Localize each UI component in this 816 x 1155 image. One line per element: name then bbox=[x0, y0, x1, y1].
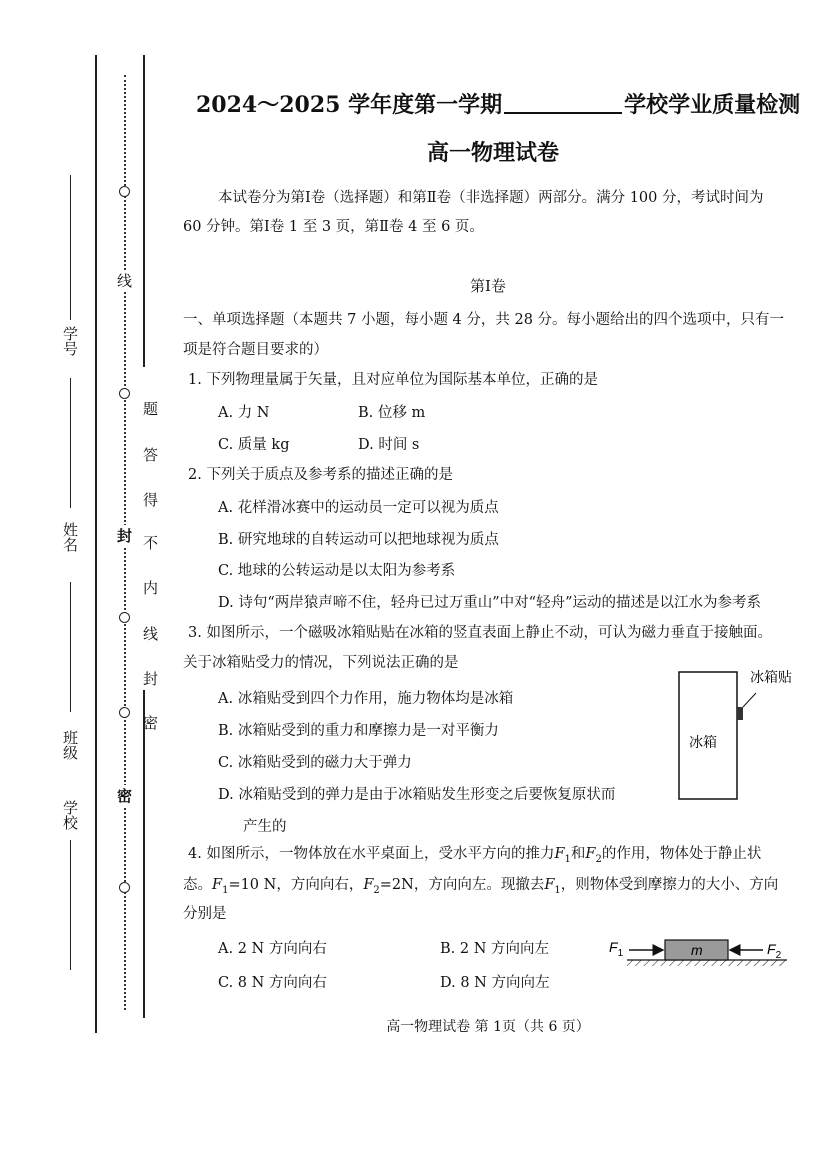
inner-char: 不 bbox=[143, 534, 159, 552]
q4-option-b[interactable]: B. 2 N 方向向左 bbox=[440, 941, 550, 957]
magnet-leader-line bbox=[743, 693, 756, 707]
mass-label: m bbox=[691, 942, 703, 958]
exam-subtitle: 高一物理试卷 bbox=[426, 140, 559, 166]
q4-stem-line-3: 分别是 bbox=[183, 906, 227, 922]
q4-option-d[interactable]: D. 8 N 方向向左 bbox=[440, 975, 550, 991]
magnet-sticker bbox=[737, 707, 743, 720]
inner-char: 线 bbox=[143, 625, 159, 643]
school-field[interactable] bbox=[70, 840, 71, 970]
school-name-blank[interactable] bbox=[504, 92, 622, 114]
q3-option-d-cont: 产生的 bbox=[243, 819, 287, 835]
inner-char: 密 bbox=[143, 714, 159, 732]
section1-line-2: 项是符合题目要求的） bbox=[183, 342, 328, 358]
inner-char: 封 bbox=[143, 670, 159, 688]
page-footer: 高一物理试卷 第 1页（共 6 页） bbox=[386, 1019, 590, 1035]
q3-option-b[interactable]: B. 冰箱贴受到的重力和摩擦力是一对平衡力 bbox=[218, 723, 499, 739]
exam-title: 2024～2025 学年度第一学期 学校学业质量检测 bbox=[196, 92, 801, 118]
margin-inner-line-bottom bbox=[143, 690, 145, 1018]
student-id-label: 学号 bbox=[61, 326, 79, 356]
force-f2-label: $F_2$ bbox=[767, 941, 782, 961]
class-field[interactable] bbox=[70, 582, 71, 712]
force-f1-label: $F_1$ bbox=[609, 939, 624, 959]
inner-char: 得 bbox=[143, 491, 159, 509]
table-surface bbox=[627, 960, 787, 966]
q4-stem-line-2: 态。$F_1=10$ N，方向向右，$F_2=2N$，方向向左。现撤去$F_1$，则物体受到摩擦力的大小、方向 bbox=[183, 877, 779, 896]
inner-char: 内 bbox=[143, 579, 159, 597]
seal-char-mi: 密 bbox=[117, 787, 133, 805]
q2-option-a[interactable]: A. 花样滑冰赛中的运动员一定可以视为质点 bbox=[218, 500, 499, 516]
volume-title: 第Ⅰ卷 bbox=[470, 277, 506, 295]
q2-stem: 2. 下列关于质点及参考系的描述正确的是 bbox=[188, 467, 453, 483]
q2-option-c[interactable]: C. 地球的公转运动是以太阳为参考系 bbox=[218, 563, 456, 579]
fridge-label: 冰箱 bbox=[689, 734, 717, 750]
binding-hole-icon bbox=[119, 882, 130, 893]
q3-option-d[interactable]: D. 冰箱贴受到的弹力是由于冰箱贴发生形变之后要恢复原状而 bbox=[218, 787, 616, 803]
q3-stem-line-2: 关于冰箱贴受力的情况，下列说法正确的是 bbox=[183, 655, 459, 671]
binding-hole-icon bbox=[119, 186, 130, 197]
school-label: 学校 bbox=[61, 800, 79, 830]
q4-stem-line-1: 4. 如图所示，一物体放在水平桌面上，受水平方向的推力$F_1$和$F_2$的作用，物体处于静止状 bbox=[188, 846, 762, 865]
margin-inner-line-top bbox=[143, 55, 145, 367]
intro-line-1: 本试卷分为第Ⅰ卷（选择题）和第Ⅱ卷（非选择题）两部分。满分 100 分，考试时间为 bbox=[218, 190, 764, 206]
fridge-figure bbox=[670, 665, 810, 805]
name-label: 姓名 bbox=[61, 522, 79, 552]
binding-hole-icon bbox=[119, 612, 130, 623]
binding-hole-icon bbox=[119, 707, 130, 718]
q3-option-a[interactable]: A. 冰箱贴受到四个力作用，施力物体均是冰箱 bbox=[218, 691, 514, 707]
magnet-label: 冰箱贴 bbox=[750, 669, 792, 685]
class-label: 班级 bbox=[61, 730, 79, 760]
q2-option-b[interactable]: B. 研究地球的自转运动可以把地球视为质点 bbox=[218, 532, 499, 548]
seal-char-feng: 封 bbox=[117, 527, 133, 545]
section1-line-1: 一、单项选择题（本题共 7 小题，每小题 4 分，共 28 分。每小题给出的四个选项中，只有一 bbox=[183, 312, 785, 328]
q4-option-a[interactable]: A. 2 N 方向向右 bbox=[218, 941, 327, 957]
inner-char: 题 bbox=[143, 400, 159, 418]
q1-option-a[interactable]: A. 力 N bbox=[218, 405, 270, 421]
q1-option-b[interactable]: B. 位移 m bbox=[358, 405, 426, 421]
q3-stem-line-1: 3. 如图所示，一个磁吸冰箱贴贴在冰箱的竖直表面上静止不动，可认为磁力垂直于接触面。 bbox=[188, 625, 772, 641]
q4-option-c[interactable]: C. 8 N 方向向右 bbox=[218, 975, 327, 991]
intro-line-2: 60 分钟。第Ⅰ卷 1 至 3 页，第Ⅱ卷 4 至 6 页。 bbox=[183, 219, 484, 235]
seal-char-xian: 线 bbox=[117, 272, 133, 290]
q1-option-c[interactable]: C. 质量 kg bbox=[218, 437, 290, 453]
q3-option-c[interactable]: C. 冰箱贴受到的磁力大于弹力 bbox=[218, 755, 412, 771]
force-figure bbox=[605, 928, 805, 973]
q2-option-d[interactable]: D. 诗句“两岸猿声啼不住，轻舟已过万重山”中对“轻舟”运动的描述是以江水为参考系 bbox=[218, 595, 761, 611]
student-id-field[interactable] bbox=[70, 175, 71, 320]
binding-hole-icon bbox=[119, 388, 130, 399]
name-field[interactable] bbox=[70, 378, 71, 508]
q1-option-d[interactable]: D. 时间 s bbox=[358, 437, 420, 453]
margin-outer-line bbox=[95, 55, 97, 1033]
inner-char: 答 bbox=[143, 446, 159, 464]
q1-stem: 1. 下列物理量属于矢量，且对应单位为国际基本单位，正确的是 bbox=[188, 372, 598, 388]
